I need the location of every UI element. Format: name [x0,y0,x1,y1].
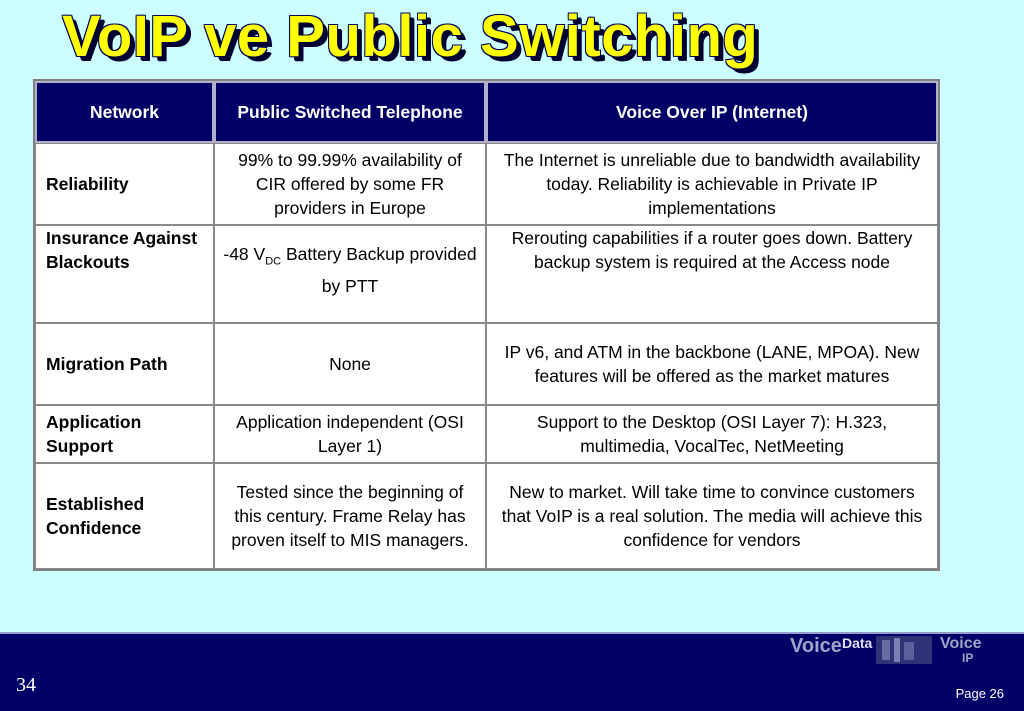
cell-pst-reliability: 99% to 99.99% availability of CIR offered by some FR providers in Europe [214,143,486,225]
row-label-established-confidence: Established Confidence [35,463,214,569]
row-label-application-support: Application Support [35,405,214,463]
table-row [35,463,938,569]
table-row [35,143,938,225]
table-header-row [35,81,938,143]
cell-pst-migration: None [214,323,486,405]
table-row [35,225,938,323]
cell-voip-confidence: New to market. Will take time to convince customers that VoIP is a real solution. The media will achieve this confidence for vendors [486,463,938,569]
header-voice-over-ip: Voice Over IP (Internet) [486,81,938,143]
row-label-migration-path: Migration Path [35,323,214,405]
cell-pst-application: Application independent (OSI Layer 1) [214,405,486,463]
row-label-insurance-against-blackouts: Insurance Against Blackouts [35,225,214,323]
row-label-reliability: Reliability [35,143,214,225]
pst-insurance-subscript: DC [265,255,282,268]
logo-word-ip: IP [962,651,974,665]
cell-voip-insurance: Rerouting capabilities if a router goes down. Battery backup system is required at the Access node [486,225,938,323]
cell-voip-reliability: The Internet is unreliable due to bandwidth availability today. Reliability is achievable in Private IP implementations [486,143,938,225]
cell-voip-application: Support to the Desktop (OSI Layer 7): H.323, multimedia, VocalTec, NetMeeting [486,405,938,463]
voice-data-ip-logo [790,634,990,668]
table-row [35,405,938,463]
slide-title: VoIP ve Public Switching [62,4,759,69]
comparison-table [33,79,940,571]
cell-voip-migration: IP v6, and ATM in the backbone (LANE, MPOA). New features will be offered as the market matures [486,323,938,405]
header-public-switched-telephone: Public Switched Telephone [214,81,486,143]
pst-insurance-suffix: Battery Backup provided by PTT [281,244,477,296]
page-label: Page 26 [955,686,1004,701]
footer-bar [0,632,1024,711]
cell-pst-confidence: Tested since the beginning of this century. Frame Relay has proven itself to MIS managers. [214,463,486,569]
pst-insurance-prefix: -48 V [223,244,266,264]
logo-word-data: Data [842,635,873,651]
cell-pst-insurance [214,225,486,323]
logo-word-voice: Voice [790,635,842,657]
logo-word-voice-2: Voice [940,635,982,652]
slide-number: 34 [16,674,36,696]
table-row [35,323,938,405]
comparison-table-container [33,79,936,571]
header-network: Network [35,81,214,143]
